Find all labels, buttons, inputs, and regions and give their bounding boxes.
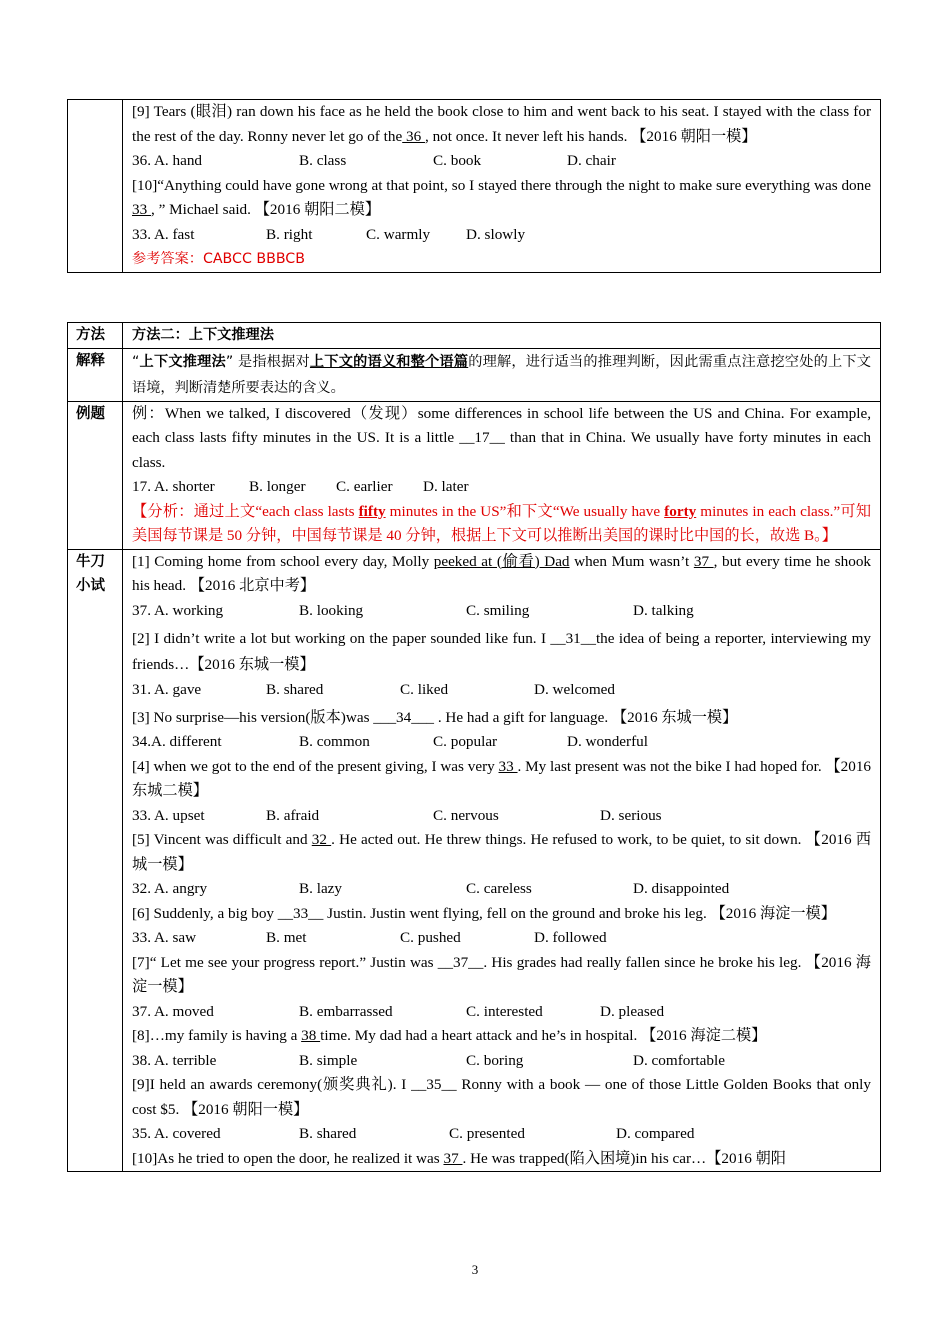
practice-label: 牛刀小试 <box>68 549 123 1172</box>
practice-3: [3] No surprise—his version(版本)was ___34___ . He had a gift for language. 【2016 东城一模】 <box>132 708 738 726</box>
previous-exercise-cell <box>123 100 881 273</box>
question-10-options: 33. A. fast B. right C. warmly D. slowly <box>132 225 526 243</box>
practice-7: [7]“ Let me see your progress report.” Justin was __37__. His grades had really fallen since he broke his leg. 【2016 海淀一模】 <box>132 953 871 995</box>
explain-text: “上下文推理法” 是指根据对上下文的语义和整个语篇的理解，进行适当的推理判断，因此需重点注意挖空处的上下文语境，判断清楚所要表达的含义。 <box>123 348 881 401</box>
practice-1: [1] Coming home from school every day, Molly peeked at (偷看) Dad when Mum wasn’t 37 , but every time he shook his head. 【2016 北京中考】 <box>132 552 872 594</box>
page-number: 3 <box>471 1262 479 1277</box>
practice-9-options: 35. A. covered B. shared C. presented D. compared <box>132 1125 695 1142</box>
question-9-options: 36. A. hand B. class C. book D. chair <box>132 152 616 169</box>
method-title: 方法二：上下文推理法 <box>123 323 881 349</box>
explain-label: 解释 <box>68 348 123 401</box>
practice-7-options: 37. A. moved B. embarrassed C. interested D. pleased <box>132 1002 665 1020</box>
answer-key: 参考答案：CABCC BBBCB <box>132 251 305 267</box>
practice-6-options: 33. A. saw B. met C. pushed D. followed <box>132 929 607 946</box>
example-options: 17. A. shorter B. longer C. earlier D. later <box>132 478 469 495</box>
practice-1-options: 37. A. working B. looking C. smiling D. talking <box>132 601 694 619</box>
practice-2-options: 31. A. gave B. shared C. liked D. welcomed <box>132 681 615 698</box>
question-9: [9] Tears (眼泪) ran down his face as he held the book close to him and went back to his seat. I stayed with the class for the rest of the day. Ronny never let go of the 36 , not once. It never left his hands. 【2016 朝阳一模】 <box>132 103 871 145</box>
method-label: 方法 <box>68 323 123 349</box>
practice-6: [6] Suddenly, a big boy __33__ Justin. Justin went flying, fell on the ground and broke his leg. 【2016 海淀一模】 <box>132 904 836 922</box>
practice-2: [2] I didn’t write a lot but working on the paper sounded like fun. I __31__the idea of being a reporter, interviewing my friends…【2016 东城一模】 <box>132 630 871 673</box>
practice-4-options: 33. A. upset B. afraid C. nervous D. serious <box>132 806 662 824</box>
practice-4: [4] when we got to the end of the present giving, I was very 33 . My last present was not the bike I had hoped for. 【2016 东城二模】 <box>132 757 872 799</box>
question-10: [10]“Anything could have gone wrong at that point, so I stayed there through the night to make sure everything was done 33 , ” Michael said. 【2016 朝阳二模】 <box>132 176 871 218</box>
practice-8: [8]…my family is having a 38 time. My dad had a heart attack and he’s in hospital. 【2016 海淀二模】 <box>132 1027 767 1044</box>
practice-5-options: 32. A. angry B. lazy C. careless D. disappointed <box>132 880 730 897</box>
practice-10: [10]As he tried to open the door, he realized it was 37 . He was trapped(陷入困境)in his car…【2016 朝阳 <box>132 1149 786 1167</box>
example-text: 例：When we talked, I discovered（发现）some differences in school life between the US and China. For example, each class lasts fifty minutes in the US. It is a little __17__ than that in China. We usually have forty minutes in each class. <box>132 404 871 471</box>
practice-cell <box>123 549 881 1172</box>
example-label: 例题 <box>68 401 123 549</box>
practice-5: [5] Vincent was difficult and 32 . He acted out. He threw things. He refused to work, to be quiet, to sit down. 【2016 西城一模】 <box>132 831 872 873</box>
method-table <box>67 322 881 1172</box>
practice-8-options: 38. A. terrible B. simple C. boring D. comfortable <box>132 1051 725 1069</box>
practice-3-options: 34.A. different B. common C. popular D. wonderful <box>132 733 648 750</box>
empty-label-cell <box>68 100 123 273</box>
example-cell <box>123 401 881 549</box>
example-analysis: 【分析：通过上文“each class lasts fifty minutes in the US”和下文“We usually have forty minutes in each class.”可知美国每节课是 50 分钟，中国每节课是 40 分钟，根据上下文可以推断出美国的课时比中国的长，故选 B。】 <box>132 502 872 544</box>
practice-9: [9]I held an awards ceremony(颁奖典礼). I __35__ Ronny with a book — one of those Little Golden Books that only cost $5. 【2016 朝阳一模】 <box>132 1076 871 1118</box>
previous-exercise-table <box>67 99 881 273</box>
